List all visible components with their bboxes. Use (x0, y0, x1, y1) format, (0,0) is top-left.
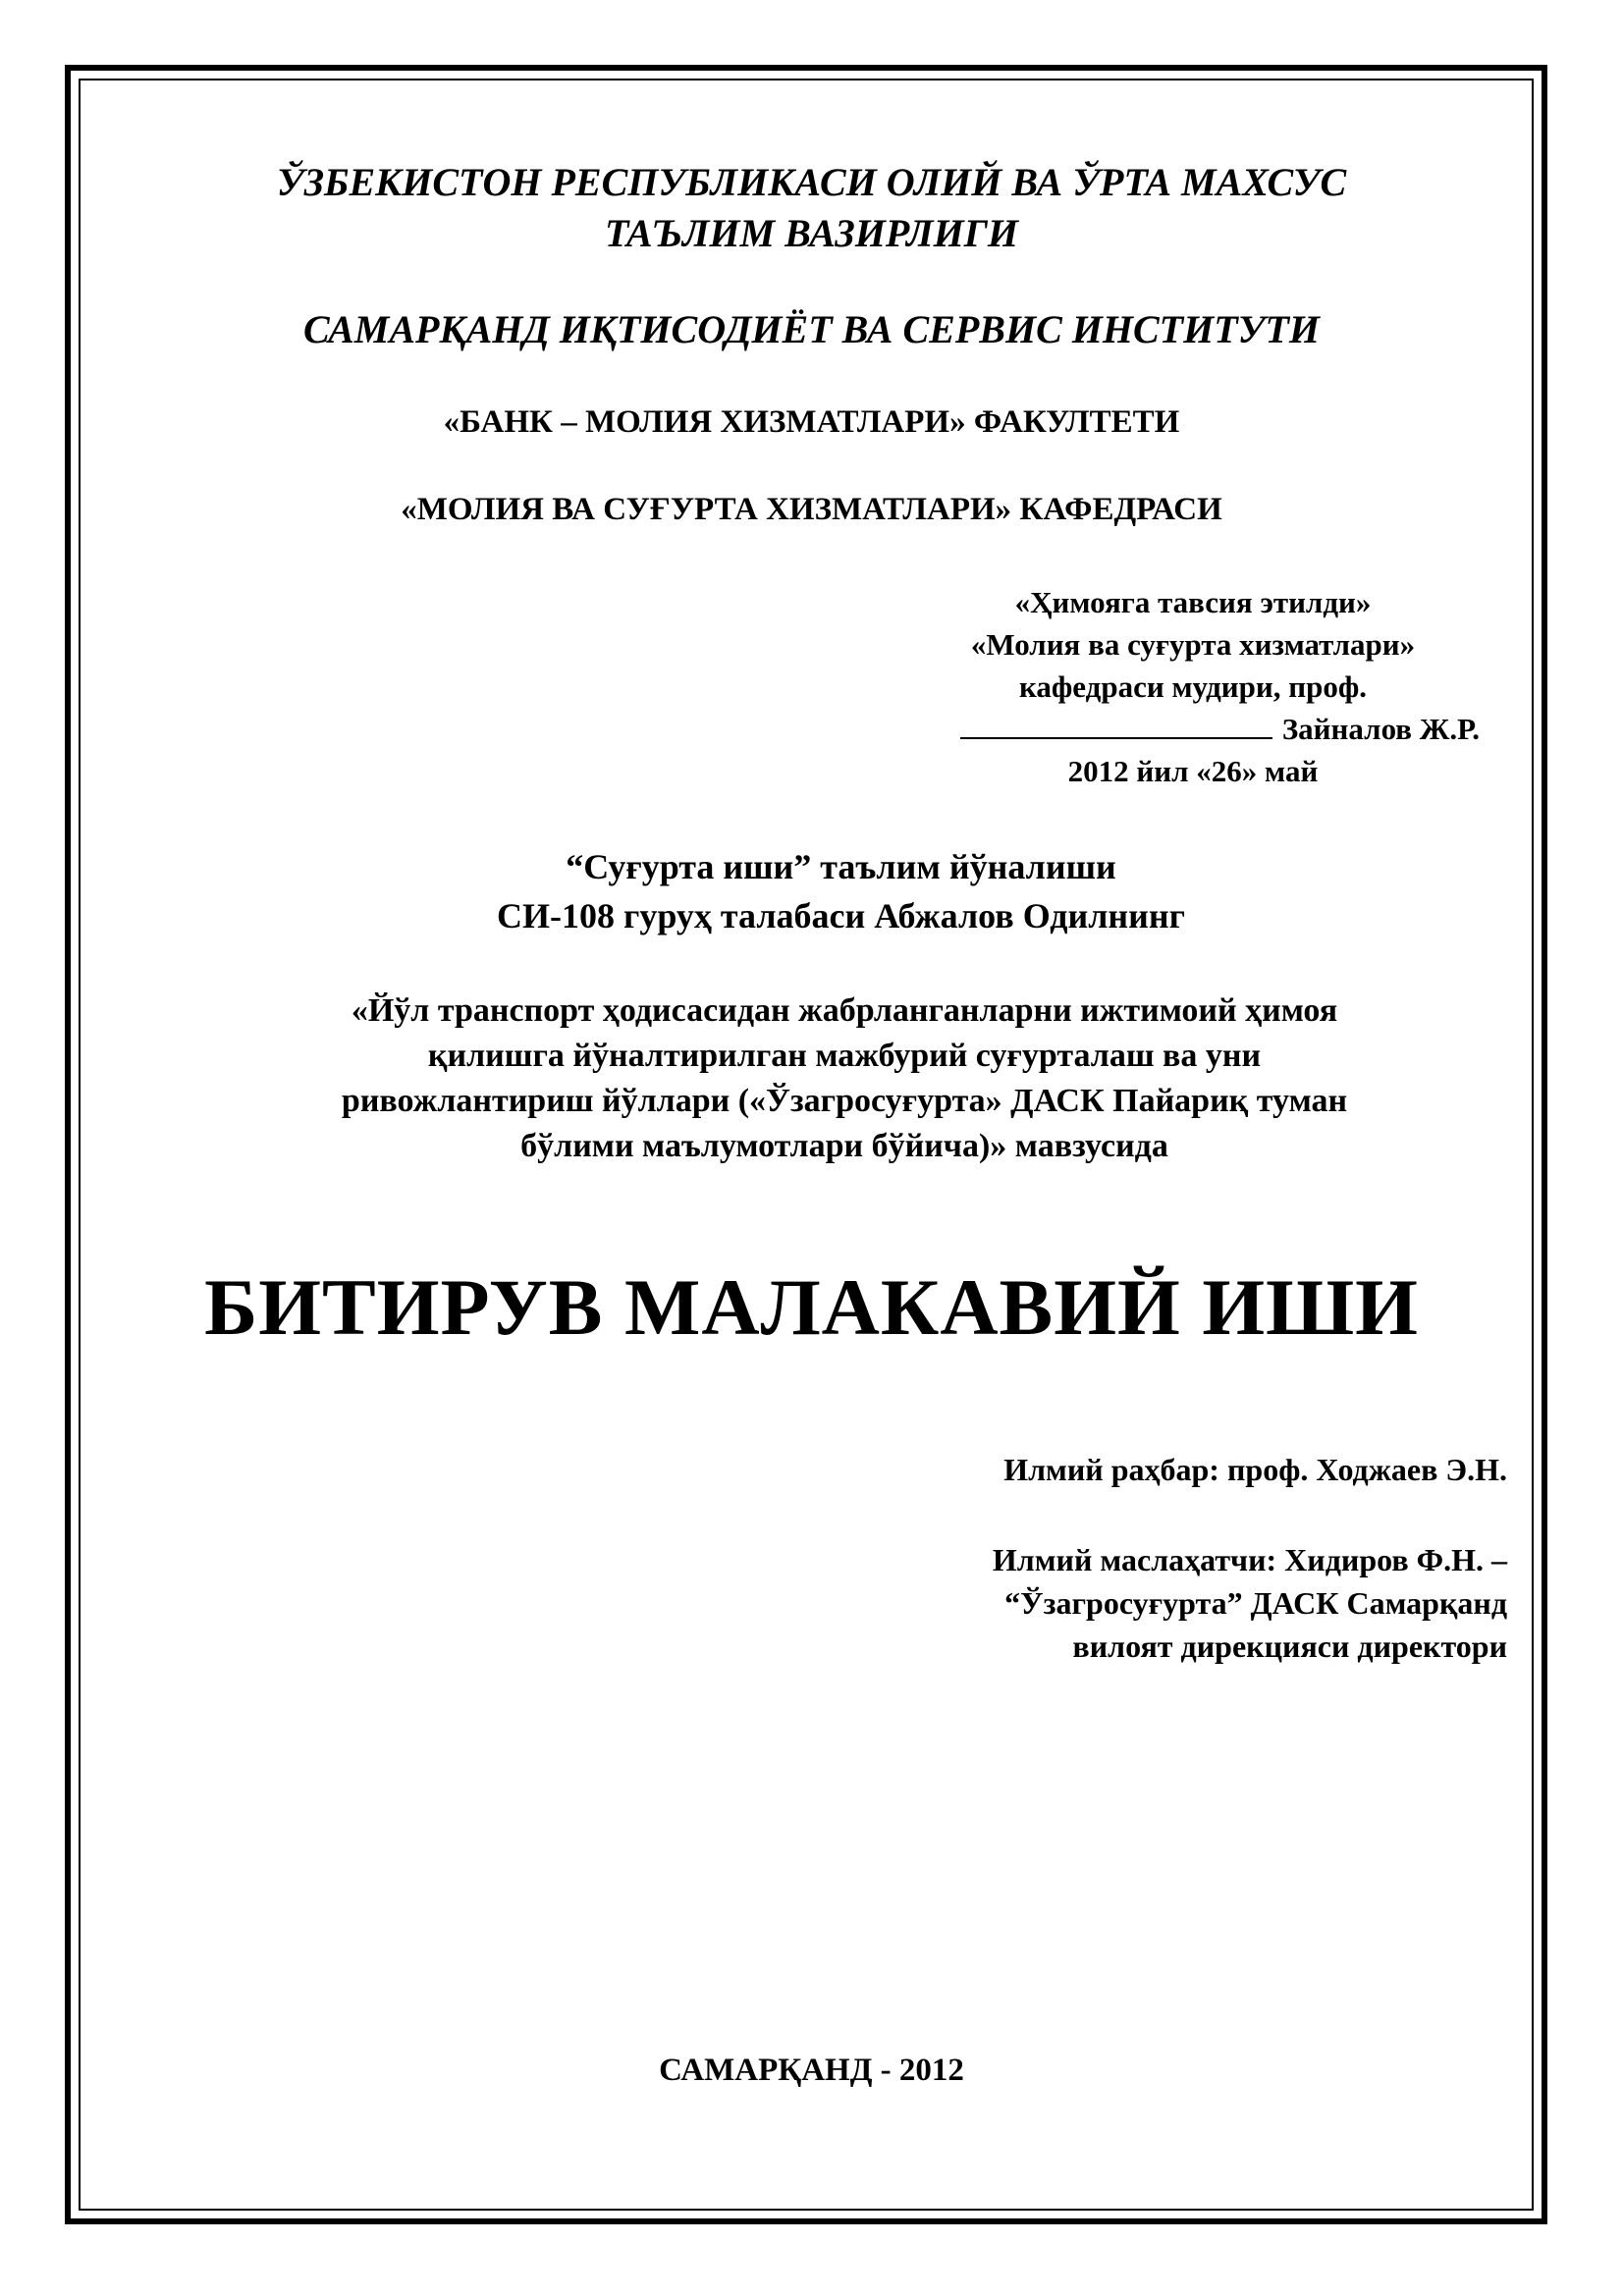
ministry-line-1: ЎЗБЕКИСТОН РЕСПУБЛИКАСИ ОЛИЙ ВА ЎРТА МАХСУС (276, 160, 1347, 204)
faculty-name: «БАНК – МОЛИЯ ХИЗМАТЛАРИ» ФАКУЛТЕТИ (443, 404, 1180, 440)
supervisor: Илмий раҳбар: проф. Ходжаев Э.Н. (1003, 1452, 1507, 1487)
institute-name: САМАРҚАНД ИҚТИСОДИЁТ ВА СЕРВИС ИНСТИТУТИ (302, 307, 1321, 351)
topic-line-3: ривожлантириш йўллари («Ўзагросуғурта» ДАСК Пайариқ туман (341, 1083, 1348, 1119)
thesis-topic (206, 988, 1483, 1169)
topic-line-2: қилишга йўналтирилган мажбурий суғурталаш ва уни (427, 1038, 1262, 1074)
consultant-line-2: “Ўзагросуғурта” ДАСК Самарқанд (1004, 1585, 1507, 1621)
department-name: «МОЛИЯ ВА СУҒУРТА ХИЗМАТЛАРИ» КАФЕДРАСИ (401, 492, 1222, 527)
topic-line-4: бўлими маълумотлари бўйича)» мавзусида (520, 1128, 1168, 1164)
student-line-2: СИ-108 гуруҳ талабаси Абжалов Одилнинг (497, 896, 1185, 935)
main-title: БИТИРУВ МАЛАКАВИЙ ИШИ (204, 1262, 1419, 1352)
consultant-line-3: вилоят дирекцияси директори (1072, 1629, 1507, 1664)
ministry-line-2: ТАЪЛИМ ВАЗИРЛИГИ (604, 211, 1019, 255)
approval-signer: Зайналов Ж.Р. (1281, 712, 1480, 746)
student-line-1: “Суғурта иши” таълим йўналиши (566, 847, 1116, 886)
signature-line (960, 708, 1272, 739)
topic-line-1: «Йўл транспорт ҳодисасидан жабрланганларни ижтимоий ҳимоя (351, 992, 1338, 1029)
approval-signature-row (889, 708, 1497, 750)
approval-date: 2012 йил «26» май (1067, 754, 1319, 788)
student-info (128, 842, 1554, 940)
approval-line-1: «Ҳимояга тавсия этилди» (1014, 585, 1372, 619)
city-year: САМАРҚАНД - 2012 (659, 2053, 964, 2088)
ministry-heading (98, 157, 1525, 259)
consultant-line-1: Илмий маслаҳатчи: Хидиров Ф.Н. – (992, 1542, 1507, 1577)
approval-block (889, 581, 1497, 792)
approval-line-2: «Молия ва суғурта хизматлари» (970, 627, 1416, 662)
consultant (993, 1538, 1507, 1668)
approval-line-3: кафедраси мудири, проф. (1018, 669, 1368, 704)
